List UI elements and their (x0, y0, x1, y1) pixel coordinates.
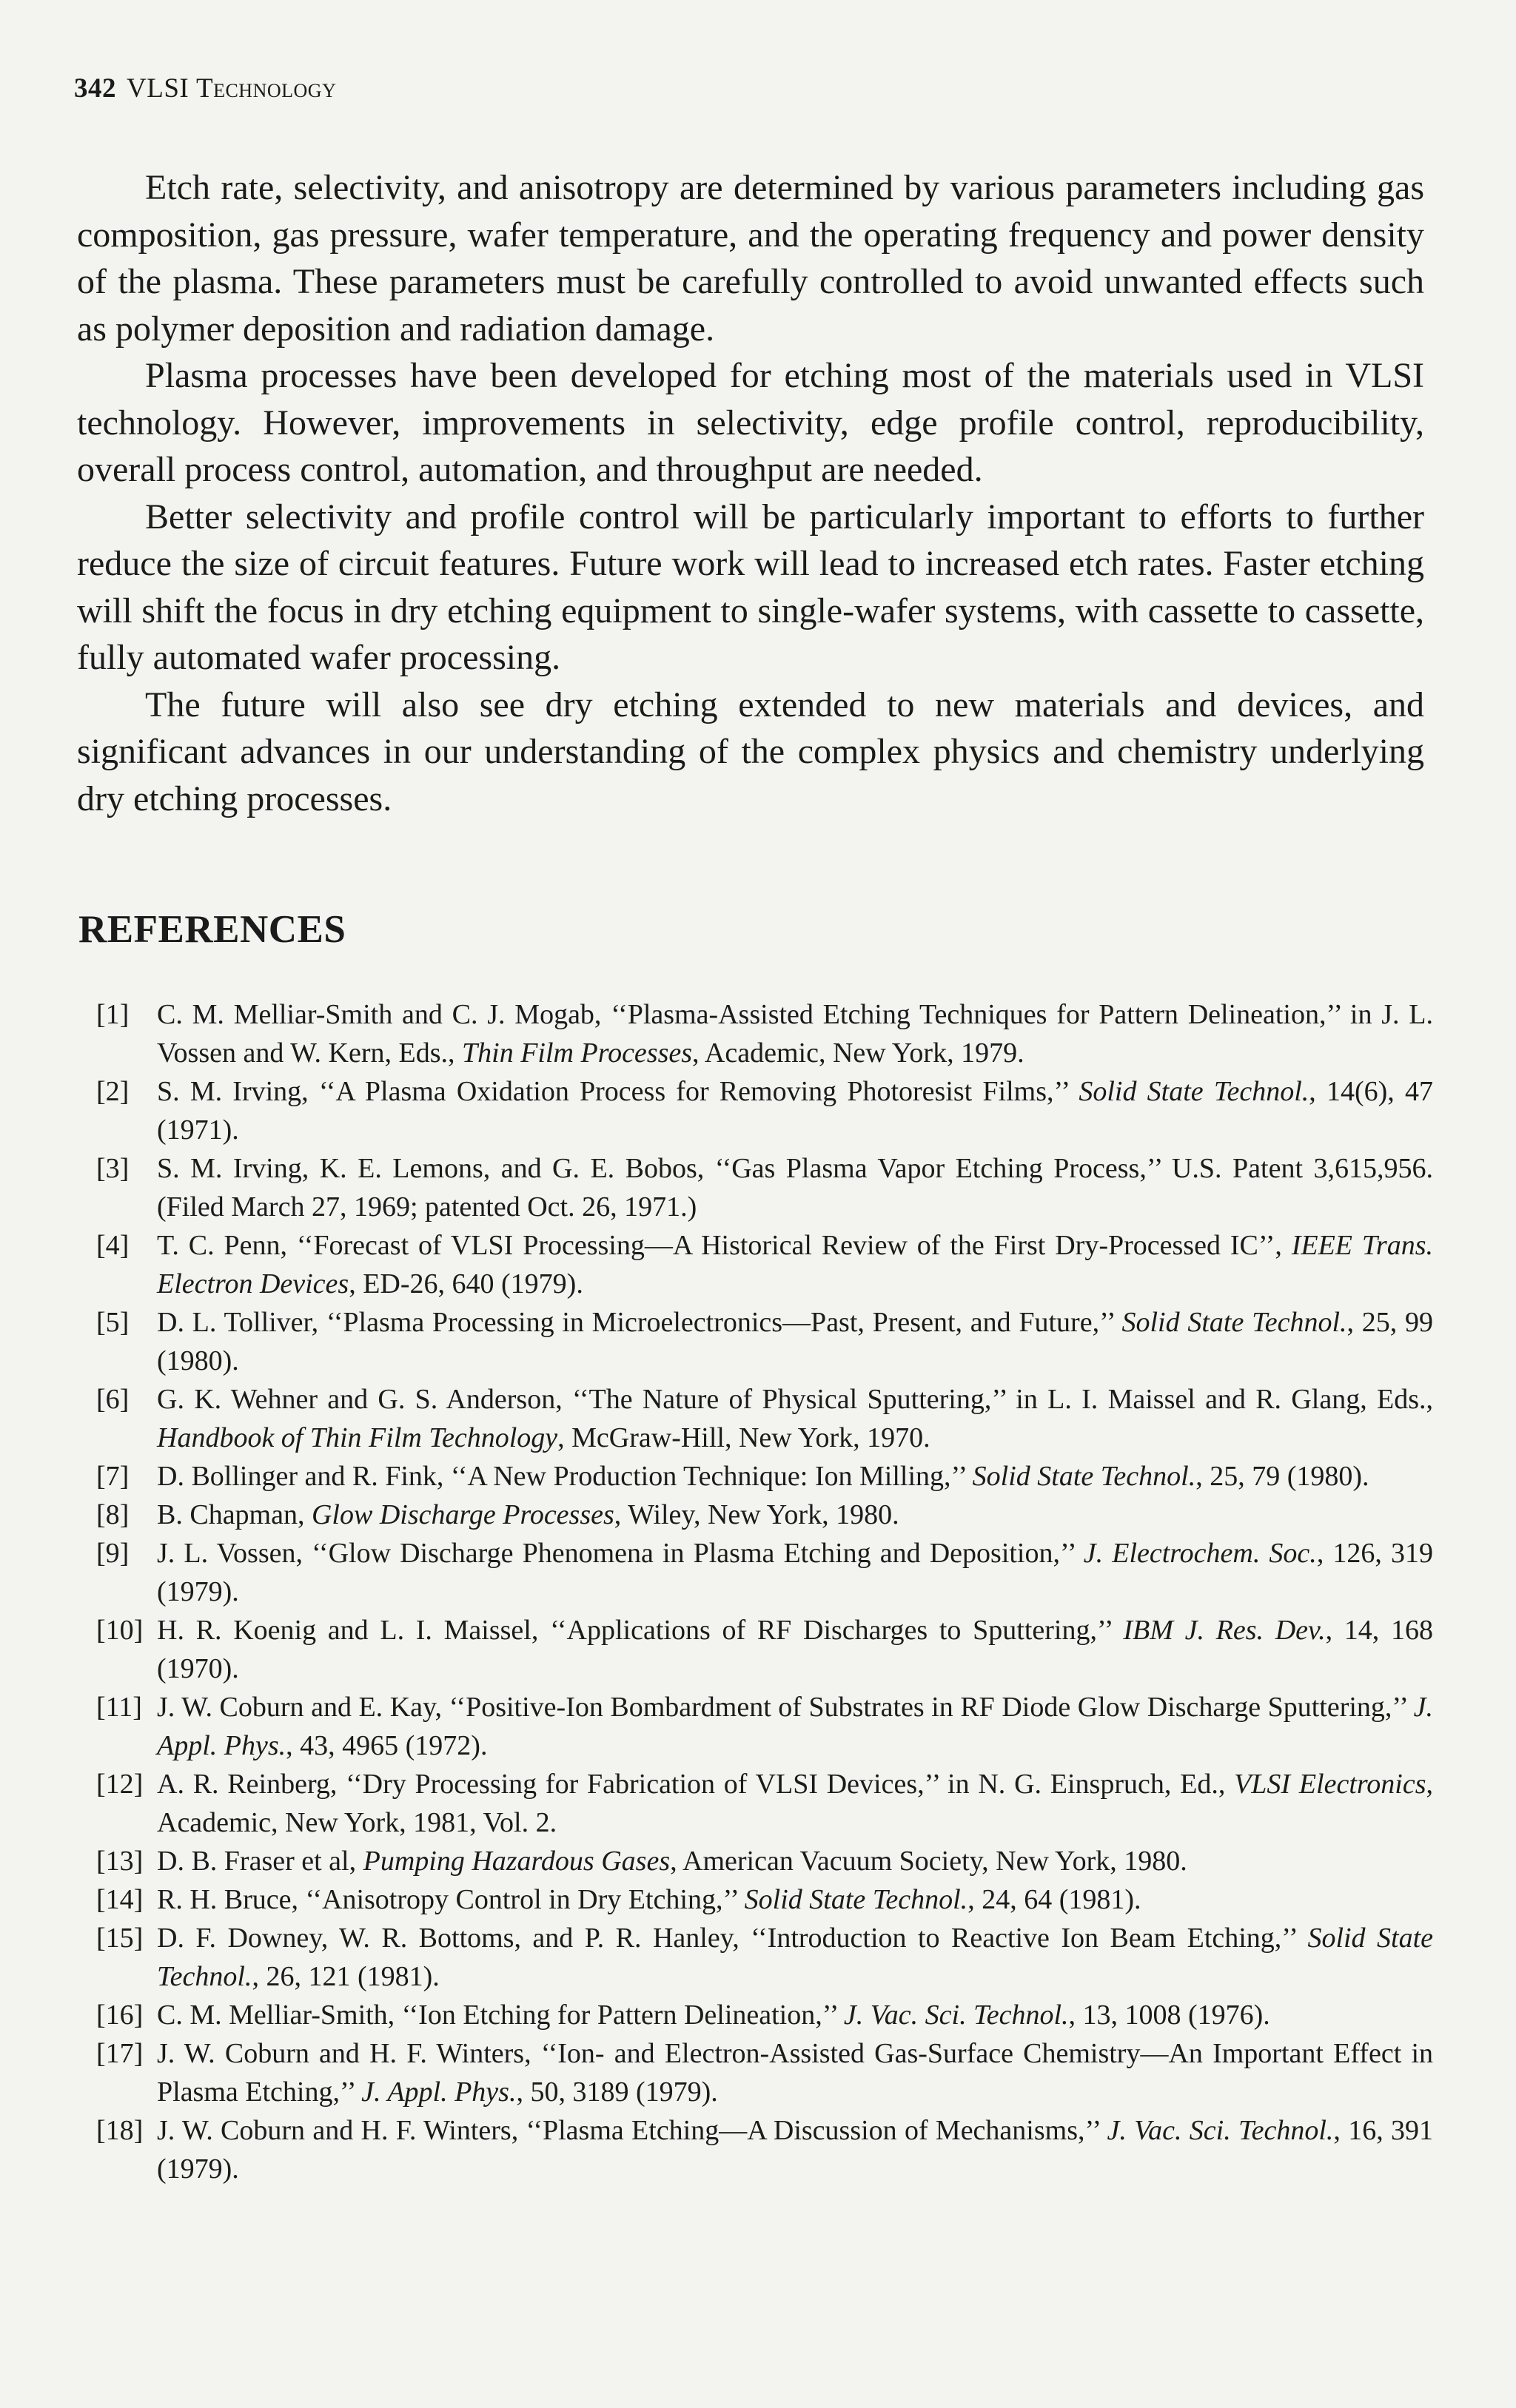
reference-details: , 16, 391 (1979). (157, 2115, 1434, 2185)
reference-text: C. M. Melliar-Smith and C. J. Mogab, ‘‘Plasma-Assisted Etching Techniques for Pattern Delineation,’’ in J. L. Vossen and W. Kern, Eds., (157, 999, 1433, 1069)
reference-item (96, 1919, 1433, 1996)
reference-details: , 24, 64 (1981). (967, 1884, 1141, 1915)
reference-item (96, 1303, 1433, 1380)
reference-number: [9] (96, 1538, 130, 1569)
reference-item (96, 2034, 1433, 2111)
reference-item (96, 1380, 1433, 1457)
reference-number: [17] (96, 2038, 144, 2069)
reference-source: J. Electrochem. Soc. (1083, 1538, 1317, 1569)
reference-number: [14] (96, 1884, 144, 1915)
reference-item (96, 995, 1433, 1072)
reference-details: , 25, 79 (1980). (1195, 1461, 1369, 1492)
reference-number: [15] (96, 1923, 144, 1954)
reference-item (96, 1149, 1433, 1226)
running-title: Technology (195, 73, 337, 104)
paragraph: The future will also see dry etching extended to new materials and devices, and significant advances in our understanding of the complex physics and chemistry underlying dry etching processes. (77, 685, 1424, 818)
reference-text: J. W. Coburn and H. F. Winters, ‘‘Ion- and Electron-Assisted Gas-Surface Chemistry—An Important Effect in Plasma Etching,’’ (157, 2038, 1433, 2108)
reference-item (96, 1996, 1433, 2034)
reference-number: [7] (96, 1461, 130, 1492)
reference-number: [6] (96, 1384, 130, 1415)
reference-item (96, 1611, 1433, 1688)
reference-number: [13] (96, 1846, 144, 1877)
reference-text: D. Bollinger and R. Fink, ‘‘A New Production Technique: Ion Milling,’’ (157, 1461, 973, 1492)
reference-text: S. M. Irving, ‘‘A Plasma Oxidation Process for Removing Photoresist Films,’’ (157, 1076, 1079, 1107)
reference-text: D. F. Downey, W. R. Bottoms, and P. R. Hanley, ‘‘Introduction to Reactive Ion Beam Etching,’’ (157, 1923, 1308, 1954)
reference-item (96, 1534, 1433, 1611)
reference-number: [3] (96, 1153, 130, 1184)
reference-text: D. L. Tolliver, ‘‘Plasma Processing in Microelectronics—Past, Present, and Future,’’ (157, 1307, 1122, 1338)
reference-details: , Academic, New York, 1981, Vol. 2. (157, 1769, 1433, 1838)
reference-text: J. L. Vossen, ‘‘Glow Discharge Phenomena in Plasma Etching and Deposition,’’ (157, 1538, 1084, 1569)
paragraph: Better selectivity and profile control will be particularly important to efforts to further reduce the size of circuit features. Future work will lead to increased etch rates. Faster etching will shift the focus in dry etching equipment to single-wafer systems, with cassette to cassette, fully automated wafer processing. (77, 497, 1424, 677)
reference-source: J. Appl. Phys. (361, 2076, 517, 2108)
reference-details: , 14, 168 (1970). (157, 1615, 1434, 1684)
reference-details: , 25, 99 (1980). (157, 1307, 1433, 1376)
references-heading: REFERENCES (78, 908, 346, 951)
reference-item (96, 1842, 1433, 1880)
reference-item (96, 1688, 1433, 1765)
reference-text: T. C. Penn, ‘‘Forecast of VLSI Processing—A Historical Review of the First Dry-Processed IC’’, (157, 1230, 1292, 1261)
reference-source: Pumping Hazardous Gases (363, 1846, 671, 1877)
reference-text: B. Chapman, (157, 1499, 312, 1530)
reference-number: [4] (96, 1230, 130, 1261)
reference-source: Glow Discharge Processes (311, 1499, 614, 1530)
reference-details: , 50, 3189 (1979). (516, 2076, 718, 2108)
reference-source: Solid State Technol. (744, 1884, 968, 1915)
reference-details: , 26, 121 (1981). (252, 1961, 440, 1992)
reference-details: , 43, 4965 (1972). (286, 1730, 488, 1761)
page-number: 342 (74, 73, 116, 104)
paragraph: Etch rate, selectivity, and anisotropy are determined by various parameters including gas composition, gas pressure, wafer temperature, and the operating frequency and power density of the plasma. These parameters must be carefully controlled to avoid unwanted effects such as polymer deposition and radiation damage. (77, 168, 1424, 349)
reference-source: VLSI Electronics (1234, 1769, 1426, 1800)
reference-source: J. Vac. Sci. Technol. (1107, 2115, 1334, 2146)
reference-details: , Academic, New York, 1979. (692, 1037, 1024, 1069)
reference-source: Solid State Technol. (157, 1923, 1433, 1992)
running-title-prefix: VLSI (127, 73, 190, 104)
reference-number: [10] (96, 1615, 144, 1646)
reference-source: Solid State Technol. (1079, 1076, 1309, 1107)
body-text (77, 164, 1424, 822)
reference-item (96, 1226, 1433, 1303)
reference-source: Solid State Technol. (972, 1461, 1196, 1492)
reference-item (96, 1765, 1433, 1842)
reference-details: , McGraw-Hill, New York, 1970. (557, 1422, 930, 1453)
reference-source: IBM J. Res. Dev. (1123, 1615, 1326, 1646)
reference-number: [11] (96, 1692, 142, 1723)
reference-source: IEEE Trans. Electron Devices (157, 1230, 1434, 1299)
reference-item (96, 1496, 1433, 1534)
reference-number: [5] (96, 1307, 130, 1338)
reference-source: J. Vac. Sci. Technol. (843, 2000, 1069, 2031)
reference-details: , ED-26, 640 (1979). (349, 1268, 583, 1299)
reference-details: , 13, 1008 (1976). (1068, 2000, 1270, 2031)
reference-text: C. M. Melliar-Smith, ‘‘Ion Etching for Pattern Delineation,’’ (157, 2000, 844, 2031)
reference-item (96, 1072, 1433, 1149)
reference-text: G. K. Wehner and G. S. Anderson, ‘‘The Nature of Physical Sputtering,’’ in L. I. Maissel and R. Glang, Eds., (157, 1384, 1433, 1415)
references-list (96, 995, 1433, 2188)
reference-source: Thin Film Processes (462, 1037, 693, 1069)
reference-item (96, 2111, 1433, 2188)
reference-details: , Wiley, New York, 1980. (614, 1499, 899, 1530)
reference-text: S. M. Irving, K. E. Lemons, and G. E. Bobos, ‘‘Gas Plasma Vapor Etching Process,’’ U.S. Patent 3,615,956. (Filed March 27, 1969; patented Oct. 26, 1971.) (157, 1153, 1433, 1223)
reference-item (96, 1880, 1433, 1919)
reference-text: H. R. Koenig and L. I. Maissel, ‘‘Applications of RF Discharges to Sputtering,’’ (157, 1615, 1124, 1646)
reference-text: A. R. Reinberg, ‘‘Dry Processing for Fabrication of VLSI Devices,’’ in N. G. Einspruch, Ed., (157, 1769, 1235, 1800)
reference-source: Solid State Technol. (1121, 1307, 1347, 1338)
paragraph: Plasma processes have been developed for etching most of the materials used in VLSI technology. However, improvements in selectivity, edge profile control, reproducibility, overall process control, automation, and throughput are needed. (77, 356, 1424, 489)
reference-text: J. W. Coburn and H. F. Winters, ‘‘Plasma Etching—A Discussion of Mechanisms,’’ (157, 2115, 1107, 2146)
reference-item (96, 1457, 1433, 1496)
reference-source: Handbook of Thin Film Technology (157, 1422, 558, 1453)
reference-number: [18] (96, 2115, 144, 2146)
reference-details: , 14(6), 47 (1971). (157, 1076, 1433, 1146)
reference-number: [2] (96, 1076, 130, 1107)
reference-text: J. W. Coburn and E. Kay, ‘‘Positive-Ion Bombardment of Substrates in RF Diode Glow Discharge Sputtering,’’ (157, 1692, 1414, 1723)
reference-text: R. H. Bruce, ‘‘Anisotropy Control in Dry Etching,’’ (157, 1884, 745, 1915)
reference-number: [8] (96, 1499, 130, 1530)
reference-number: [1] (96, 999, 130, 1030)
running-head (74, 73, 336, 104)
reference-number: [12] (96, 1769, 144, 1800)
reference-text: D. B. Fraser et al, (157, 1846, 363, 1877)
reference-details: , 126, 319 (1979). (157, 1538, 1434, 1607)
reference-source: J. Appl. Phys. (157, 1692, 1433, 1761)
reference-number: [16] (96, 2000, 144, 2031)
reference-details: , American Vacuum Society, New York, 1980. (670, 1846, 1187, 1877)
